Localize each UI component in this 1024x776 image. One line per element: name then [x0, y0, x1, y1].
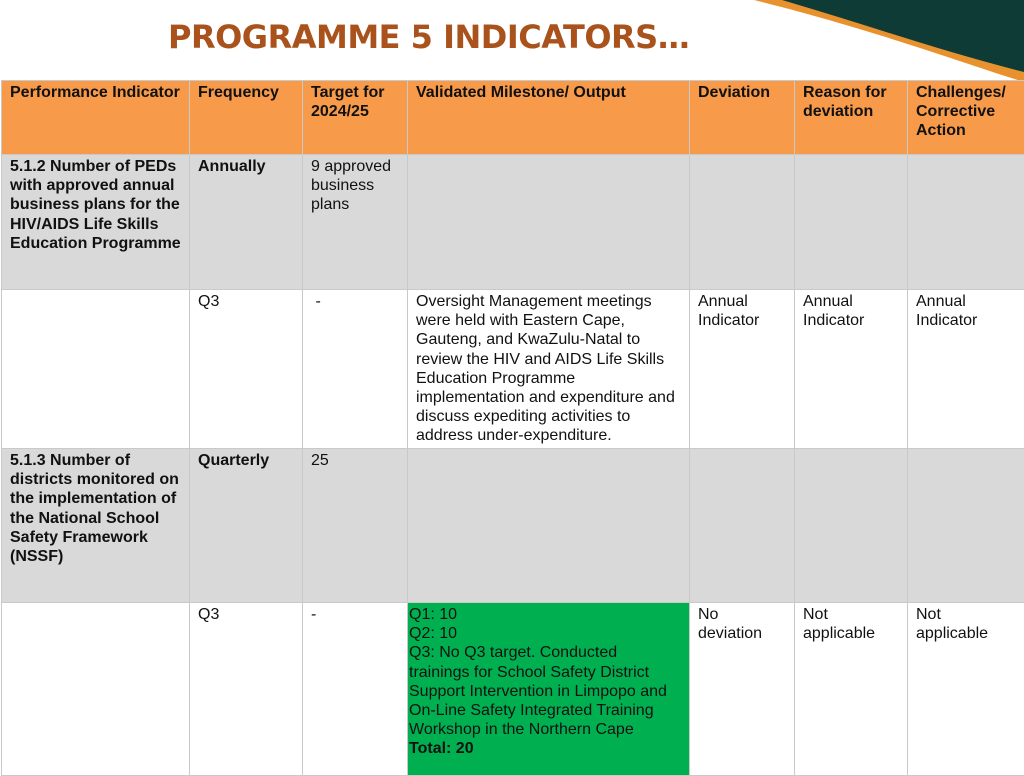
frequency-cell: Annually	[190, 155, 303, 290]
table-row	[2, 449, 1024, 603]
frequency-cell: Q3	[190, 290, 303, 449]
indicator-cell	[2, 603, 190, 776]
milestone-line-q3: Q3: No Q3 target. Conducted trainings for School Safety District Support Intervention in Limpopo and On-Line Safety Integrated Training Workshop in the Northern Cape	[409, 643, 681, 739]
challenges-cell: Annual Indicator	[908, 290, 1024, 449]
frequency-cell: Quarterly	[190, 449, 303, 603]
deviation-cell: No deviation	[690, 603, 795, 776]
milestone-total: Total: 20	[409, 739, 681, 758]
milestone-line-q1: Q1: 10	[409, 605, 681, 624]
reason-cell: Annual Indicator	[795, 290, 908, 449]
target-cell: -	[303, 290, 408, 449]
header-deviation: Deviation	[690, 81, 795, 155]
reason-cell	[795, 155, 908, 290]
milestone-cell	[408, 603, 690, 776]
challenges-cell	[908, 155, 1024, 290]
table-header-row	[2, 81, 1024, 155]
target-cell: 9 approved business plans	[303, 155, 408, 290]
header-frequency: Frequency	[190, 81, 303, 155]
indicator-cell: 5.1.2 Number of PEDs with approved annual business plans for the HIV/AIDS Life Skills Education Programme	[2, 155, 190, 290]
corner-decoration	[754, 0, 1024, 82]
table-row	[2, 603, 1024, 776]
target-cell: -	[303, 603, 408, 776]
reason-cell	[795, 449, 908, 603]
milestone-cell: Oversight Management meetings were held with Eastern Cape, Gauteng, and KwaZulu-Natal to review the HIV and AIDS Life Skills Education Programme implementation and expenditure and discuss expediting activities to address under-expenditure.	[408, 290, 690, 449]
deviation-cell	[690, 449, 795, 603]
deviation-cell: Annual Indicator	[690, 290, 795, 449]
milestone-line-q2: Q2: 10	[409, 624, 681, 643]
milestone-cell	[408, 449, 690, 603]
header-validated-milestone: Validated Milestone/ Output	[408, 81, 690, 155]
indicators-table	[1, 80, 1024, 776]
target-cell: 25	[303, 449, 408, 603]
header-target: Target for 2024/25	[303, 81, 408, 155]
indicator-cell: 5.1.3 Number of districts monitored on the implementation of the National School Safety Framework (NSSF)	[2, 449, 190, 603]
challenges-cell	[908, 449, 1024, 603]
table-row	[2, 155, 1024, 290]
indicator-cell	[2, 290, 190, 449]
challenges-cell: Not applicable	[908, 603, 1024, 776]
header-reason-for-deviation: Reason for deviation	[795, 81, 908, 155]
reason-cell: Not applicable	[795, 603, 908, 776]
page-title: PROGRAMME 5 INDICATORS…	[168, 18, 689, 56]
frequency-cell: Q3	[190, 603, 303, 776]
header-challenges: Challenges/ Corrective Action	[908, 81, 1024, 155]
milestone-cell	[408, 155, 690, 290]
deviation-cell	[690, 155, 795, 290]
table-row	[2, 290, 1024, 449]
header-performance-indicator: Performance Indicator	[2, 81, 190, 155]
